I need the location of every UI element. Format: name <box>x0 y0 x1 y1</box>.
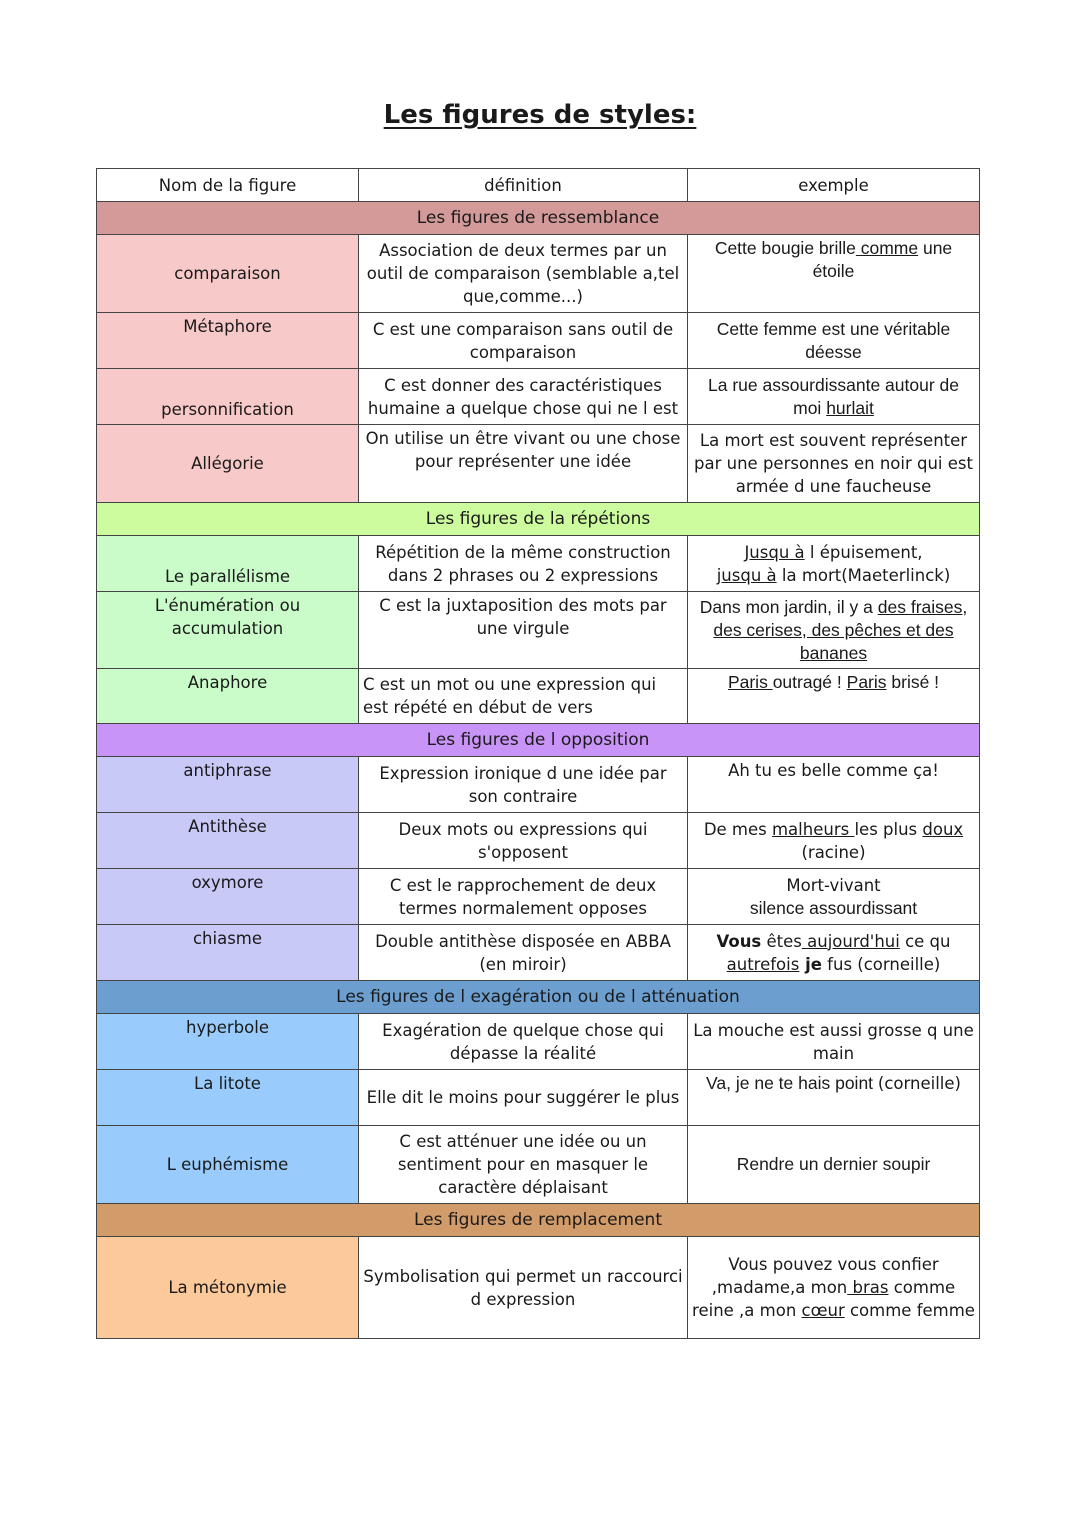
table-row <box>97 235 980 313</box>
figure-name: Le parallélisme <box>97 536 359 592</box>
figure-definition: Expression ironique d une idée par son contraire <box>359 757 688 813</box>
table-row <box>97 1126 980 1204</box>
table-row <box>97 425 980 503</box>
figure-name: L euphémisme <box>97 1126 359 1204</box>
figure-definition: Association de deux termes par un outil de comparaison (semblable a,tel que,comme...) <box>359 235 688 313</box>
figure-example: La mouche est aussi grosse q une main <box>688 1014 980 1070</box>
figure-example: Rendre un dernier soupir <box>688 1126 980 1204</box>
page-title: Les figures de styles: <box>383 100 697 130</box>
figure-definition: Symbolisation qui permet un raccourci d expression <box>359 1237 688 1339</box>
figure-example: La mort est souvent représenter par une personnes en noir qui est armée d une faucheuse <box>688 425 980 503</box>
figure-example: Paris outragé ! Paris brisé ! <box>688 669 980 724</box>
section-ressemblance <box>97 202 980 235</box>
table-row <box>97 669 980 724</box>
figure-example: Cette bougie brille comme une étoile <box>688 235 980 313</box>
section-title: Les figures de ressemblance <box>97 202 980 235</box>
table-row <box>97 1237 980 1339</box>
header-definition: définition <box>359 169 688 202</box>
section-title: Les figures de remplacement <box>97 1204 980 1237</box>
header-row <box>97 169 980 202</box>
figure-example: Jusqu à l épuisement, jusqu à la mort(Maeterlinck) <box>688 536 980 592</box>
figure-definition: Deux mots ou expressions qui s'opposent <box>359 813 688 869</box>
figure-definition: C est le rapprochement de deux termes normalement opposes <box>359 869 688 925</box>
figure-name: chiasme <box>97 925 359 981</box>
figure-name: La métonymie <box>97 1237 359 1339</box>
figure-name: L'énumération ou accumulation <box>97 592 359 669</box>
table-row <box>97 869 980 925</box>
header-name: Nom de la figure <box>97 169 359 202</box>
section-opposition <box>97 724 980 757</box>
figure-definition: Exagération de quelque chose qui dépasse la réalité <box>359 1014 688 1070</box>
figure-name: oxymore <box>97 869 359 925</box>
figure-name: comparaison <box>97 235 359 313</box>
figure-name: Allégorie <box>97 425 359 503</box>
figure-example: Cette femme est une véritable déesse <box>688 313 980 369</box>
figure-example: Dans mon jardin, il y a des fraises, des cerises, des pêches et des bananes <box>688 592 980 669</box>
figure-name: Métaphore <box>97 313 359 369</box>
figures-table <box>96 168 980 1339</box>
table-row <box>97 313 980 369</box>
table-row <box>97 757 980 813</box>
section-repetition <box>97 503 980 536</box>
figure-name: La litote <box>97 1070 359 1126</box>
section-title: Les figures de l exagération ou de l atténuation <box>97 981 980 1014</box>
figure-definition: Double antithèse disposée en ABBA (en miroir) <box>359 925 688 981</box>
table-row <box>97 592 980 669</box>
section-remplacement <box>97 1204 980 1237</box>
figure-definition: C est atténuer une idée ou un sentiment pour en masquer le caractère déplaisant <box>359 1126 688 1204</box>
table-row <box>97 1014 980 1070</box>
table-row <box>97 813 980 869</box>
figure-example: La rue assourdissante autour de moi hurlait <box>688 369 980 425</box>
figure-name: hyperbole <box>97 1014 359 1070</box>
figure-example: Vous êtes aujourd'hui ce qu autrefois je fus (corneille) <box>688 925 980 981</box>
figure-name: antiphrase <box>97 757 359 813</box>
table-row <box>97 369 980 425</box>
table-row <box>97 925 980 981</box>
figure-name: Antithèse <box>97 813 359 869</box>
section-exageration <box>97 981 980 1014</box>
figure-name: personnification <box>97 369 359 425</box>
header-example: exemple <box>688 169 980 202</box>
figure-definition: C est une comparaison sans outil de comparaison <box>359 313 688 369</box>
figure-name: Anaphore <box>97 669 359 724</box>
figure-definition: On utilise un être vivant ou une chose pour représenter une idée <box>359 425 688 503</box>
figure-definition: Elle dit le moins pour suggérer le plus <box>359 1070 688 1126</box>
figure-example: Mort-vivant silence assourdissant <box>688 869 980 925</box>
figure-example: Va, je ne te hais point (corneille) <box>688 1070 980 1126</box>
figure-definition: C est la juxtaposition des mots par une virgule <box>359 592 688 669</box>
figure-definition: Répétition de la même construction dans 2 phrases ou 2 expressions <box>359 536 688 592</box>
figure-definition: C est donner des caractéristiques humaine a quelque chose qui ne l est <box>359 369 688 425</box>
figure-example: De mes malheurs les plus doux (racine) <box>688 813 980 869</box>
section-title: Les figures de la répétions <box>97 503 980 536</box>
section-title: Les figures de l opposition <box>97 724 980 757</box>
figure-example: Vous pouvez vous confier ,madame,a mon bras comme reine ,a mon cœur comme femme <box>688 1237 980 1339</box>
table-row <box>97 536 980 592</box>
figure-definition: C est un mot ou une expression qui est répété en début de vers <box>359 669 688 724</box>
figure-example: Ah tu es belle comme ça! <box>688 757 980 813</box>
table-row <box>97 1070 980 1126</box>
